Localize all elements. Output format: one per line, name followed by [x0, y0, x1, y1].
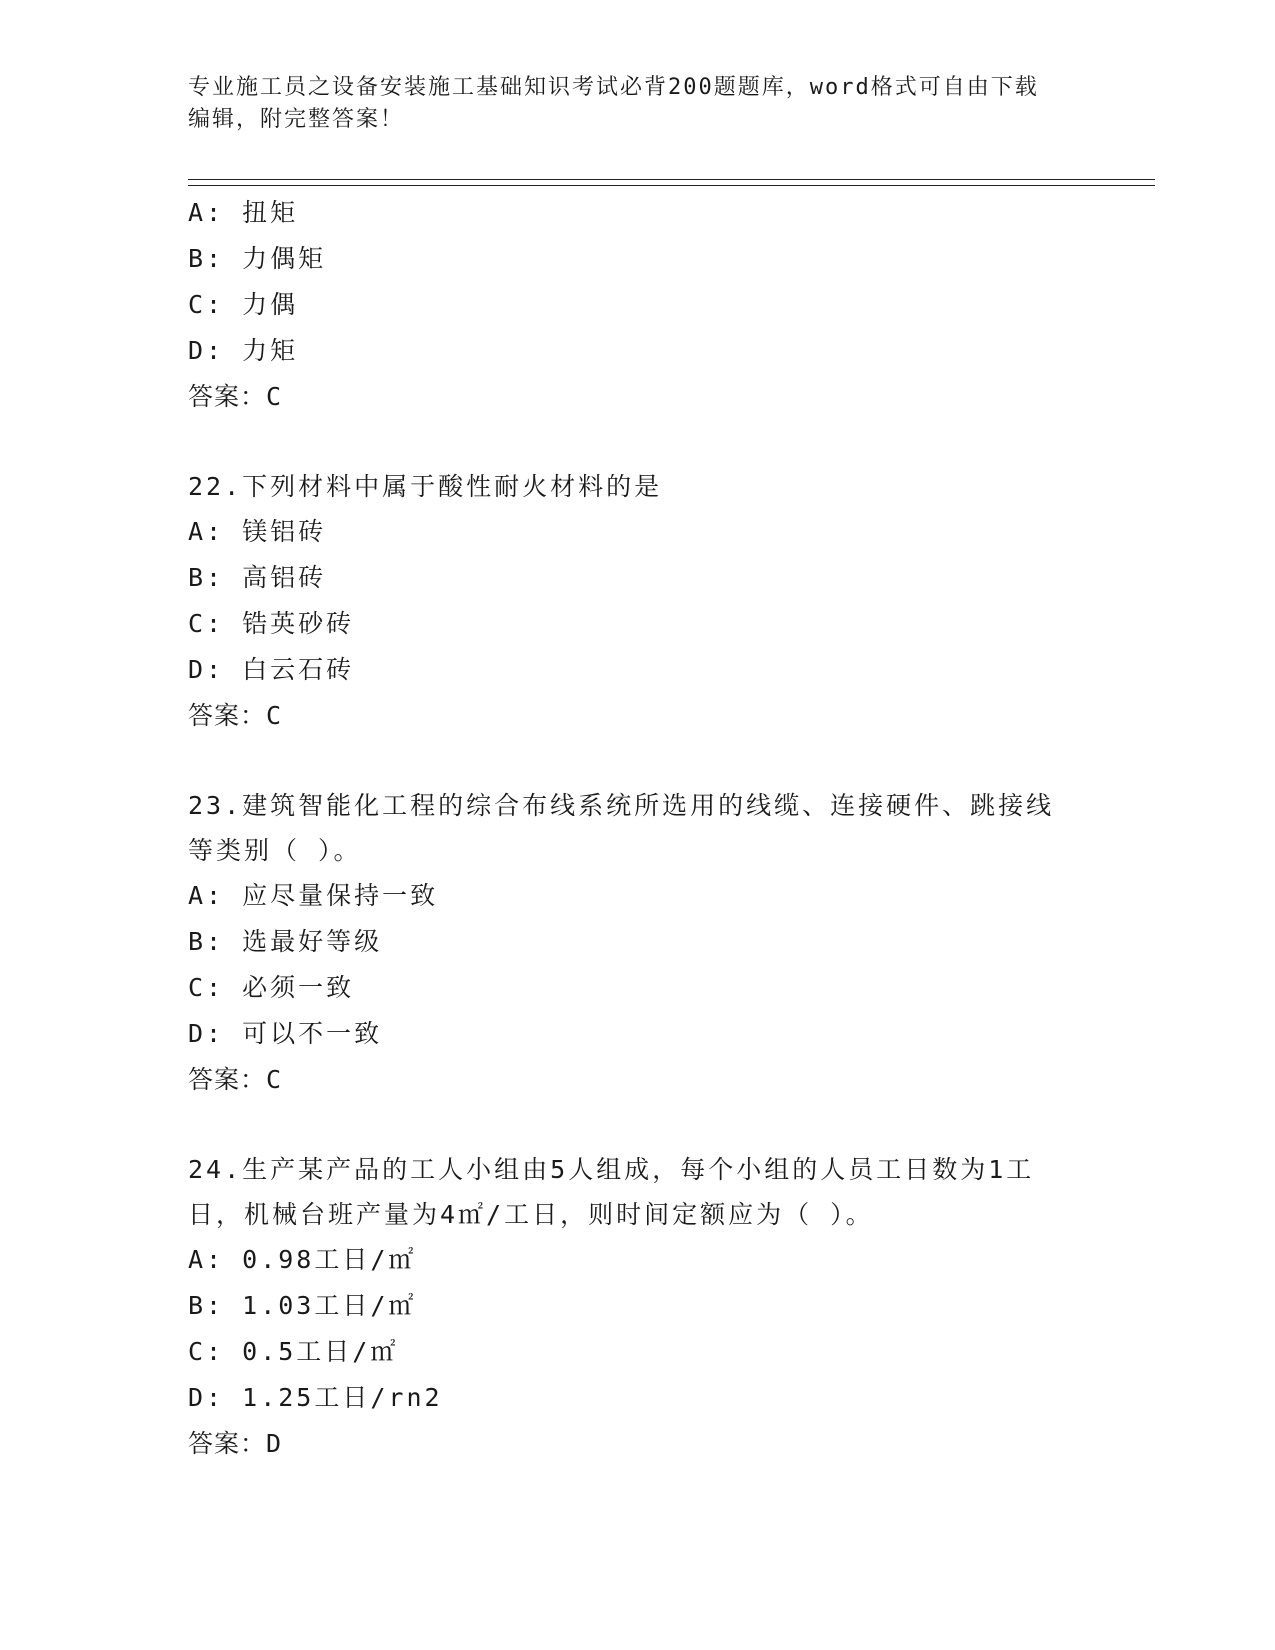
option-b: B: 1.03工日/㎡: [188, 1291, 417, 1320]
question-stem-line-1: 23.建筑智能化工程的综合布线系统所选用的线缆、连接硬件、跳接线: [188, 791, 1055, 820]
question-block-22: [188, 464, 1108, 739]
answer-value: C: [266, 701, 283, 730]
answer-value: C: [266, 382, 283, 411]
option-a: A: 0.98工日/㎡: [188, 1245, 417, 1274]
option-c: C: 锆英砂砖: [188, 609, 355, 638]
answer-line: [188, 374, 1108, 420]
option-c: C: 力偶: [188, 290, 299, 319]
option-d: D: 1.25工日/rn2: [188, 1383, 443, 1412]
answer-label: 答案：: [188, 1065, 267, 1094]
answer-value: C: [266, 1065, 283, 1094]
question-list: [188, 190, 1108, 1467]
header-divider: [188, 179, 1155, 186]
option-a: A: 应尽量保持一致: [188, 881, 439, 910]
header-line-1: 专业施工员之设备安装施工基础知识考试必背200题题库，word格式可自由下载: [188, 75, 1039, 100]
header-line-2: 编辑，附完整答案！: [188, 107, 405, 132]
question-block-24: [188, 1147, 1108, 1467]
question-stem-line-2: 等类别（ ）。: [188, 836, 362, 865]
answer-line: [188, 1057, 1108, 1103]
option-c: C: 0.5工日/㎡: [188, 1337, 399, 1366]
question-stem-line-2: 日，机械台班产量为4㎡/工日，则时间定额应为（ ）。: [188, 1200, 874, 1229]
option-b: B: 选最好等级: [188, 927, 383, 956]
option-a: A: 扭矩: [188, 198, 299, 227]
question-stem-line-1: 24.生产某产品的工人小组由5人组成，每个小组的人员工日数为1工: [188, 1155, 1035, 1184]
answer-label: 答案：: [188, 1429, 267, 1458]
question-block-21: [188, 190, 1108, 420]
answer-value: D: [266, 1429, 283, 1458]
option-d: D: 白云石砖: [188, 655, 355, 684]
document-header: [188, 72, 1088, 136]
question-stem: 22.下列材料中属于酸性耐火材料的是: [188, 472, 663, 501]
option-c: C: 必须一致: [188, 973, 355, 1002]
answer-label: 答案：: [188, 382, 267, 411]
option-b: B: 力偶矩: [188, 244, 327, 273]
answer-line: [188, 693, 1108, 739]
question-block-23: [188, 783, 1108, 1103]
option-d: D: 力矩: [188, 336, 299, 365]
answer-label: 答案：: [188, 701, 267, 730]
answer-line: [188, 1421, 1108, 1467]
option-d: D: 可以不一致: [188, 1019, 383, 1048]
option-b: B: 高铝砖: [188, 563, 327, 592]
option-a: A: 镁铝砖: [188, 517, 327, 546]
